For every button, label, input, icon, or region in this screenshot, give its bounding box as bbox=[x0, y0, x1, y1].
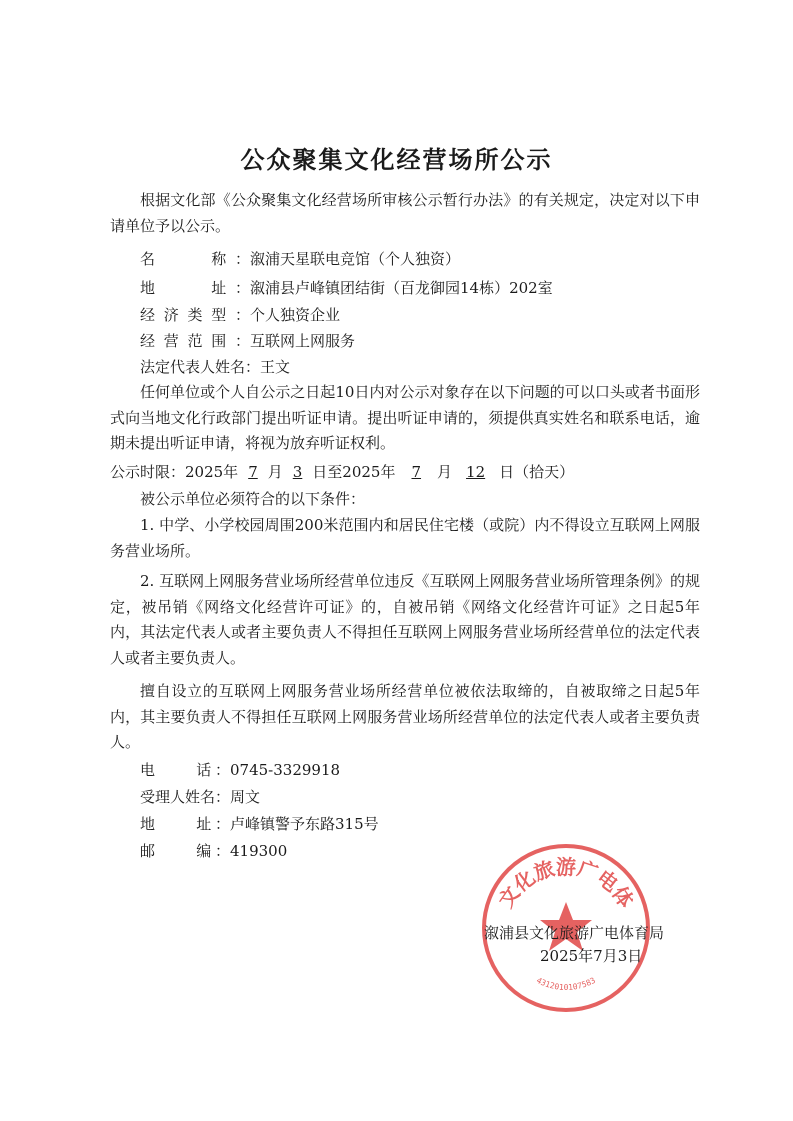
period-suffix: 日（拾天） bbox=[499, 463, 575, 481]
publicity-period bbox=[110, 461, 574, 482]
contact-phone bbox=[140, 759, 340, 780]
period-month-char-2: 月 bbox=[437, 463, 453, 481]
period-end-month: 7 bbox=[411, 463, 422, 481]
issue-date: 2025年7月3日 bbox=[540, 947, 643, 965]
field-business-scope bbox=[140, 330, 355, 351]
field-name-label: 名 称： bbox=[140, 250, 250, 268]
seal-text: 文化旅游广电体 bbox=[493, 854, 639, 912]
field-legal-representative-label: 法定代表人姓名： bbox=[140, 358, 261, 376]
period-mid: 日至2025年 bbox=[312, 463, 396, 481]
period-month-char-1: 月 bbox=[267, 463, 283, 481]
field-economic-type-label: 经济类型： bbox=[140, 306, 250, 324]
period-end-day: 12 bbox=[466, 463, 486, 481]
conditions-intro: 被公示单位必须符合的以下条件： bbox=[140, 490, 366, 508]
contact-address-value: 卢峰镇警予东路315号 bbox=[230, 815, 379, 833]
contact-person-value: 周文 bbox=[230, 788, 261, 806]
field-name-value: 溆浦天星联电竞馆（个人独资） bbox=[250, 250, 461, 268]
field-address bbox=[140, 277, 553, 298]
contact-phone-label: 电 话： bbox=[140, 761, 230, 779]
condition-1: 1. 中学、小学校园周围200米范围内和居民住宅楼（或院）内不得设立互联网上网服务营业场所。 bbox=[110, 516, 700, 560]
period-start-month: 7 bbox=[248, 463, 258, 481]
field-business-scope-value: 互联网上网服务 bbox=[250, 332, 356, 350]
contact-address-label: 地 址： bbox=[140, 815, 230, 833]
field-legal-representative-value: 王文 bbox=[260, 358, 291, 376]
field-economic-type-value: 个人独资企业 bbox=[250, 306, 341, 324]
issuing-organization: 溆浦县文化旅游广电体育局 bbox=[484, 924, 665, 942]
period-start-day: 3 bbox=[292, 463, 303, 481]
period-prefix: 公示时限：2025年 bbox=[110, 463, 239, 481]
contact-address bbox=[140, 813, 379, 834]
contact-postcode-label: 邮 编： bbox=[140, 842, 230, 860]
condition-3: 擅自设立的互联网上网服务营业场所经营单位被依法取缔的，自被取缔之日起5年内，其主要负责人不得担任互联网上网服务营业场所经营单位的法定代表人或者主要负责人。 bbox=[110, 682, 700, 751]
field-name bbox=[140, 248, 460, 269]
contact-person-label: 受理人姓名： bbox=[140, 788, 231, 806]
page-title: 公众聚集文化经营场所公示 bbox=[240, 146, 553, 174]
field-economic-type bbox=[140, 304, 340, 325]
seal-code: 4312010107583 bbox=[535, 975, 597, 992]
contact-postcode bbox=[140, 840, 287, 861]
condition-2: 2. 互联网上网服务营业场所经营单位违反《互联网上网服务营业场所管理条例》的规定，被吊销《网络文化经营许可证》的，自被吊销《网络文化经营许可证》之日起5年内，其法定代表人或者主要负责人不得担任互联网上网服务营业场所经营单位的法定代表人或者主要负责人。 bbox=[110, 572, 700, 667]
intro-paragraph: 根据文化部《公众聚集文化经营场所审核公示暂行办法》的有关规定，决定对以下申请单位予以公示。 bbox=[110, 191, 700, 235]
field-address-value: 溆浦县卢峰镇团结街（百龙御园14栋）202室 bbox=[250, 279, 553, 297]
field-business-scope-label: 经营范围： bbox=[140, 332, 250, 350]
objection-paragraph: 任何单位或个人自公示之日起10日内对公示对象存在以下问题的可以口头或者书面形式向当地文化行政部门提出听证申请。提出听证申请的，须提供真实姓名和联系电话，逾期未提出听证申请，将视为放弃听证权利。 bbox=[110, 383, 700, 452]
contact-phone-value: 0745-3329918 bbox=[230, 761, 341, 779]
field-address-label: 地 址： bbox=[140, 279, 250, 297]
field-legal-representative bbox=[140, 356, 290, 377]
contact-person bbox=[140, 786, 260, 807]
contact-postcode-value: 419300 bbox=[230, 842, 288, 860]
